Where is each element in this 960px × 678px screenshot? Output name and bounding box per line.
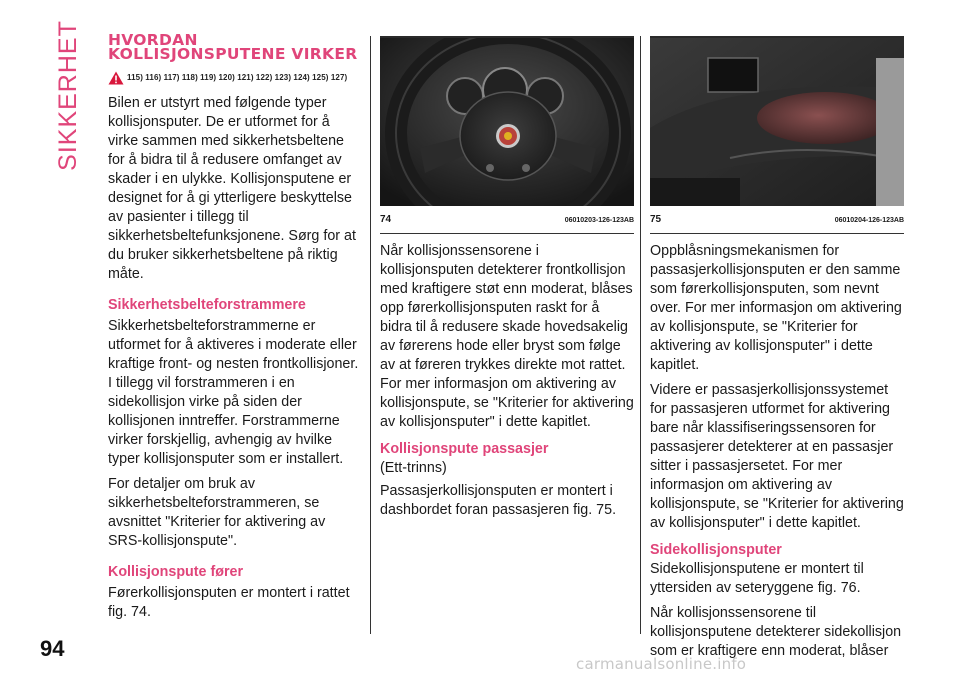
watermark: carmanualsonline.info xyxy=(576,655,747,673)
figure-75-passenger-dashboard xyxy=(650,36,904,206)
section-label-text: SIKKERHET xyxy=(53,19,82,171)
figure-74-steering-wheel xyxy=(380,36,634,206)
figure-74-code: 06010203-126-123AB xyxy=(564,217,634,224)
figure-75-number: 75 xyxy=(650,214,662,225)
figure-74-number: 74 xyxy=(380,214,392,225)
column-3 xyxy=(650,36,904,667)
page-number: 94 xyxy=(40,636,65,661)
driver-airbag-paragraph: Førerkollisjonsputen er montert i rattet fig. 74. xyxy=(108,585,350,620)
side-airbag-activation-paragraph: Når kollisjonssensorene til kollisjonsputene detekterer sidekollisjon som er kraftigere enn moderat, blåser xyxy=(650,605,902,659)
warning-references xyxy=(108,68,362,87)
intro-paragraph: Bilen er utstyrt med følgende typer kollisjonsputer. De er utformet for å virke sammen med sikkerhetsbeltene for å bidra til å redusere omfanget av skader i en ulykke. Kollisjonsputene er designet for å gi ytterligere beskyttelse av pasienter i tillegg til sikkerhetsbeltefunksjonene. Sørg for at du bruker sikkerhetsbeltene på riktig måte. xyxy=(108,95,356,282)
side-airbag-location-paragraph: Sidekollisjonsputene er montert til yttersiden av seteryggene fig. 76. xyxy=(650,561,864,596)
warning-refs-text: 115) 116) 117) 118) 119) 120) 121) 122) 123) 124) 125) 127) xyxy=(127,73,348,82)
pretensioner-paragraph: Sikkerhetsbelteforstrammerne er utformet for å aktiveres i moderate eller kraftige front- og nesten frontkollisjoner. I tillegg vil forstrammeren i en sidekollisjon virke på siden der kollisjonen inntreffer. Forstrammerne virker forskjellig, avhengig av hvilke typer kollisjonsputer som er installert. xyxy=(108,318,359,467)
inflation-mechanism-paragraph: Oppblåsningsmekanismen for passasjerkollisjonsputen er den samme som førerkollisjonsputen, som nevnt over. For mer informasjon om aktivering av kollisjonspute, se "Kriterier for aktivering av kollisjonsputer" i dette kapitlet. xyxy=(650,243,902,373)
figure-75-code: 06010204-126-123AB xyxy=(834,217,904,224)
column-2 xyxy=(380,36,634,526)
warning-triangle-icon xyxy=(108,71,124,85)
column-divider-left xyxy=(370,36,371,634)
passenger-dashboard-illustration xyxy=(650,38,904,206)
driver-airbag-activation-paragraph: Når kollisjonssensorene i kollisjonsputen detekterer frontkollisjon med kraftigere støt enn moderat, blåses opp førerkollisjonsputen raskt for å bidra til å redusere skade hovedsakelig av førerens hode eller bryst som følge av at føreren trykkes direkte mot rattet. For mer informasjon om aktivering av kollisjonspute, se "Kriterier for aktivering av kollisjonsputer" i dette kapitlet. xyxy=(380,243,634,430)
passenger-airbag-note: (Ett-trinns) xyxy=(380,460,447,476)
figure-74-caption xyxy=(380,206,634,234)
steering-wheel-illustration xyxy=(380,38,634,206)
passenger-classification-paragraph: Videre er passasjerkollisjonssystemet for passasjeren utformet for aktivering bare når klassifiseringssensoren for passasjerer detekterer at en passasjer sitter i passasjersetet. For mer informasjon om aktivering av kollisjonspute, se "Kriterier for aktivering av kollisjonsputer" i dette kapitlet. xyxy=(650,382,904,531)
passenger-airbag-paragraph: Passasjerkollisjonsputen er montert i dashbordet foran passasjeren fig. 75. xyxy=(380,483,617,518)
subheading-pretensioners: Sikkerhetsbelteforstrammere xyxy=(108,297,306,313)
subheading-side-airbags: Sidekollisjonsputer xyxy=(650,542,782,558)
pretensioner-details-paragraph: For detaljer om bruk av sikkerhetsbelteforstrammeren, se avsnittet "Kriterier for aktivering av SRS-kollisjonspute". xyxy=(108,476,326,549)
figure-75-caption xyxy=(650,206,904,234)
subheading-driver-airbag: Kollisjonspute fører xyxy=(108,564,244,580)
main-heading: HVORDAN KOLLISJONSPUTENE VIRKER xyxy=(108,31,358,63)
subheading-passenger-airbag: Kollisjonspute passasjer xyxy=(380,441,549,457)
column-1 xyxy=(108,33,362,628)
section-label xyxy=(48,19,88,171)
column-divider-right xyxy=(640,36,641,634)
